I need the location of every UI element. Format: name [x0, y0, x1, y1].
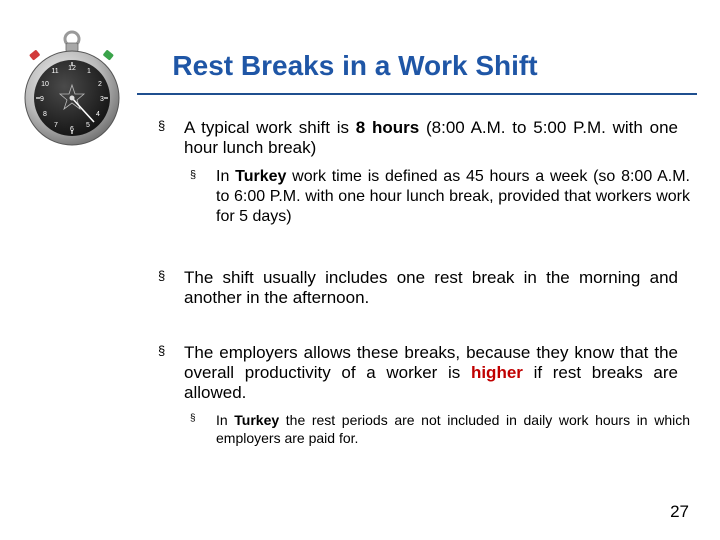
text-span: (8:00 A.M. to 5:00 P.M. with one hour lunch break) — [184, 118, 678, 157]
sub-bullet-item — [190, 411, 690, 447]
dial-number: 10 — [41, 81, 49, 88]
dial-number: 9 — [40, 96, 44, 103]
stopwatch-icon — [22, 30, 122, 148]
emphasis-text: Turkey — [234, 412, 280, 428]
dial-number: 11 — [51, 68, 59, 75]
dial-number: 3 — [100, 96, 104, 103]
dial-number: 8 — [43, 111, 47, 118]
dial-number: 4 — [96, 111, 100, 118]
bullet-marker: § — [190, 169, 197, 181]
dial-number: 6 — [70, 126, 74, 133]
emphasis-text: 8 hours — [355, 118, 420, 137]
title-divider — [137, 93, 697, 95]
text-span: if rest breaks are allowed. — [184, 363, 678, 402]
bullet-text: The shift usually includes one rest break in the morning and another in the afternoon. — [184, 268, 678, 307]
bullet-text — [184, 118, 678, 158]
dial-number: 7 — [54, 122, 58, 129]
bullet-item — [158, 268, 678, 308]
dial-number: 1 — [87, 68, 91, 75]
sub-bullet-item — [190, 167, 690, 227]
text-span: In — [216, 412, 235, 428]
text-span: In — [216, 168, 236, 185]
dial-number: 12 — [68, 65, 76, 72]
dial-number: 5 — [86, 122, 90, 129]
highlight-text: higher — [470, 363, 523, 382]
bullet-marker: § — [158, 268, 166, 283]
text-span: work time is defined as 45 hours a week (so 8:00 A.M. to 6:00 P.M. with one hour lunch break, provided that workers work for 5 days) — [216, 168, 690, 225]
bullet-text — [216, 411, 690, 447]
bullet-marker: § — [158, 343, 166, 358]
text-span: the rest periods are not included in daily work hours in which employers are paid for. — [216, 412, 690, 446]
text-span: A typical work shift is — [184, 118, 356, 137]
emphasis-text: Turkey — [235, 168, 287, 185]
bullet-item — [158, 343, 678, 403]
bullet-text — [184, 343, 678, 403]
bullet-marker: § — [158, 118, 166, 133]
bullet-marker: § — [190, 413, 196, 424]
text-span: The employers allows these breaks, because they know that the overall productivity of a worker is — [184, 343, 678, 382]
slide-title: Rest Breaks in a Work Shift — [172, 50, 538, 81]
page-number: 27 — [670, 502, 689, 521]
bullet-text — [216, 167, 690, 227]
bullet-item — [158, 118, 678, 158]
dial-number: 2 — [98, 81, 102, 88]
